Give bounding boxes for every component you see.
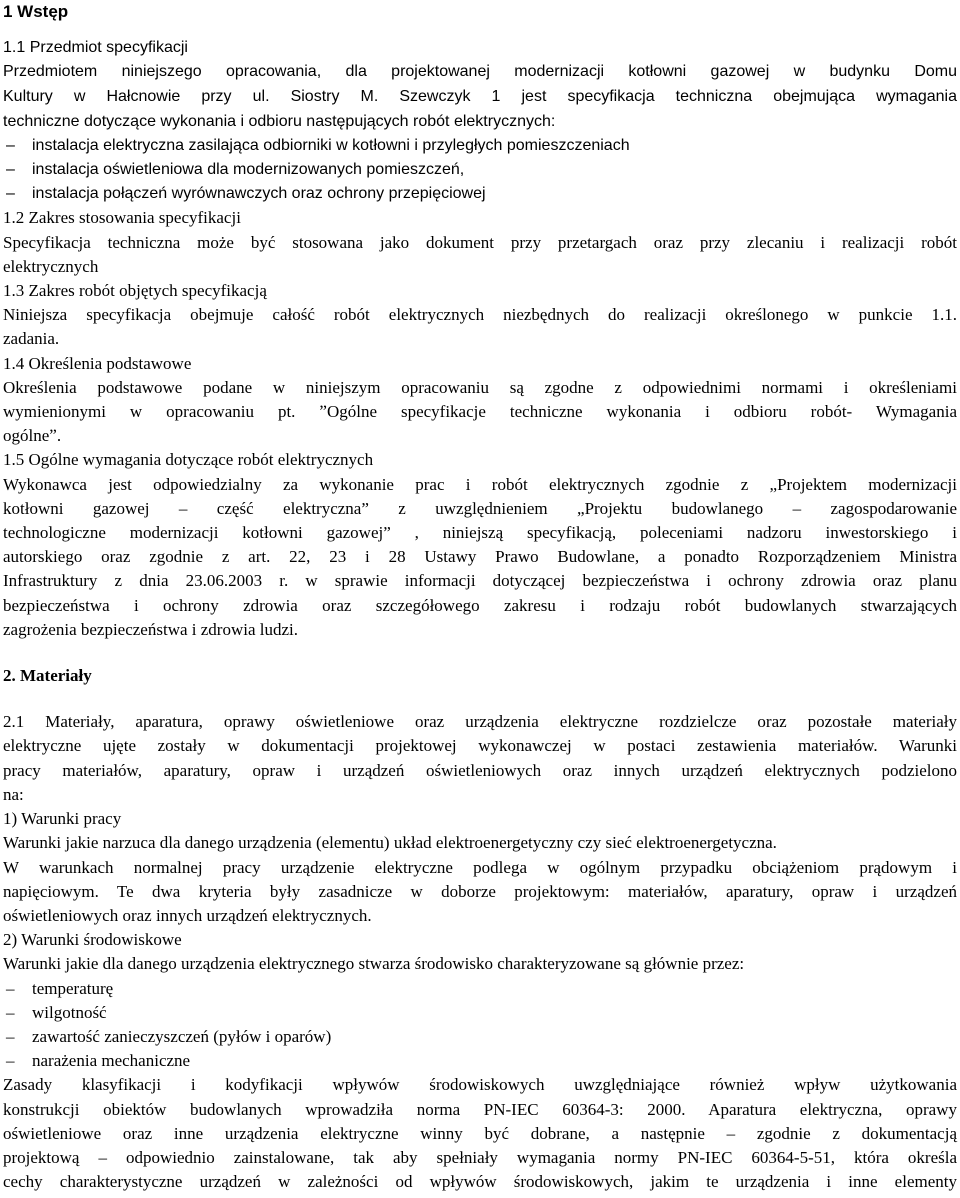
s1-2-line-2: elektrycznych: [3, 256, 99, 276]
s1-1-line-3: techniczne dotyczące wykonania i odbioru następujących robót elektrycznych:: [3, 112, 556, 130]
w1-last-line: oświetleniowych oraz innych urządzeń elektrycznych.: [3, 905, 372, 925]
s1-2-line-1: Specyfikacja techniczna może być stosowana jako dokument przy przetargach oraz przy zlecaniu i realizacji robót: [3, 232, 957, 252]
w2-line: projektową – odpowiednio zainstalowane, tak aby spełniały wymagania normy PN-IEC 60364-5-51, która określa: [3, 1147, 957, 1167]
dash-bullet: –: [6, 1026, 15, 1046]
s1-3-line-1: Niniejsza specyfikacja obejmuje całość robót elektrycznych niezbędnych do realizacji określonego w punkcie 1.1.: [3, 305, 957, 325]
subsection-1-3-title: 1.3 Zakres robót objętych specyfikacją: [3, 281, 267, 301]
w2-line-1: Warunki jakie dla danego urządzenia elektrycznego stwarza środowisko charakteryzowane są głównie przez:: [3, 954, 745, 974]
s1-1-line-2b: Szewczyk 1 jest specyfikacja techniczna obejmująca wymagania: [378, 88, 957, 106]
w1-line: napięciowym. Te dwa kryteria były zasadnicze w doborze projektowym: materiałów, aparatury, opraw i urządzeń: [3, 881, 957, 901]
list-item: – wilgotność: [3, 1001, 957, 1025]
s1-5-line: technologiczne modernizacji kotłowni gazowej” , niniejszą specyfikacją, poleceniami nadzoru inwestorskiego i: [3, 523, 957, 543]
w1-line-1: Warunki jakie narzuca dla danego urządzenia (elementu) układ elektroenergetyczny czy sieć elektroenergetyczna.: [3, 833, 777, 853]
spacer: [3, 642, 957, 664]
dash-bullet: –: [6, 161, 15, 179]
dash-bullet: –: [6, 1002, 15, 1022]
subsection-1-4-title: 1.4 Określenia podstawowe: [3, 353, 192, 373]
s1-5-line: Wykonawca jest odpowiedzialny za wykonanie prac i robót elektrycznych zgodnie z „Projektem modernizacji: [3, 474, 957, 494]
s1-5-line: kotłowni gazowej – część elektryczna” z uwzględnieniem „Projektu budowlanego – zagospodarowanie: [3, 498, 957, 518]
list-item: – instalacja połączeń wyrównawczych oraz ochrony przepięciowej: [3, 182, 957, 206]
w2-line: oświetleniowe oraz inne urządzenia elektryczne winny być dobrane, a następnie – zgodnie z dokumentacją: [3, 1123, 957, 1143]
subsection-1-2-title: 1.2 Zakres stosowania specyfikacji: [3, 208, 241, 228]
s1-5-line: autorskiego oraz zgodnie z art. 22, 23 i 28 Ustawy Prawo Budowlane, a ponadto Rozporządzeniem Ministra: [3, 547, 957, 567]
w2-line: Zasady klasyfikacji i kodyfikacji wpływów środowiskowych uwzględniające również wpływ użytkowania: [3, 1075, 957, 1095]
s2-1-line: pracy materiałów, aparatury, opraw i urządzeń oświetleniowych oraz innych urządzeń elektrycznych podzielono: [3, 760, 957, 780]
dash-bullet: –: [6, 978, 15, 998]
w2-line: konstrukcji obiektów budowlanych wprowadziła norma PN-IEC 60364-3: 2000. Aparatura elektryczna, oprawy: [3, 1099, 957, 1119]
section-heading-1: 1 Wstęp: [3, 2, 69, 21]
s2-1-line: 2.1 Materiały, aparatura, oprawy oświetleniowe oraz urządzenia elektryczne rozdzielcze oraz pozostałe materiały: [3, 712, 957, 732]
s1-3-line-2: zadania.: [3, 329, 60, 349]
subsection-1-5-title: 1.5 Ogólne wymagania dotyczące robót elektrycznych: [3, 450, 374, 470]
s1-4-line-2: wymienionymi w opracowaniu pt. ˮOgólne specyfikacje techniczne wykonania i odbioru robót- Wymagania: [3, 402, 957, 422]
list-item: – zawartość zanieczyszczeń (pyłów i oparów): [3, 1025, 957, 1049]
list-item: – temperaturę: [3, 977, 957, 1001]
w2-line: cechy charakterystyczne urządzeń w zależności od wpływów środowiskowych, jakim te urządzenia i inne elementy: [3, 1172, 957, 1192]
s1-1-list: [3, 134, 957, 207]
dash-bullet: –: [6, 1051, 15, 1071]
w1-line: W warunkach normalnej pracy urządzenie elektryczne podlega w ogólnym przypadku obciążeniom prądowym i: [3, 857, 957, 877]
subsection-1-1-title: 1.1 Przedmiot specyfikacji: [3, 39, 188, 56]
conditions-1-title: 1) Warunki pracy: [3, 809, 122, 829]
s2-1-line: elektryczne ujęte zostały w dokumentacji projektowej wykonawczej w postaci zestawienia materiałów. Warunki: [3, 736, 957, 756]
dash-bullet: –: [6, 136, 15, 154]
s2-1-last-line: na:: [3, 784, 24, 804]
section-heading-2: 2. Materiały: [3, 666, 92, 686]
conditions-2-title: 2) Warunki środowiskowe: [3, 930, 182, 950]
s1-5-line: bezpieczeństwa i ochrony zdrowia oraz szczegółowego zakresu i rodzaju robót budowlanych stwarzających: [3, 595, 957, 615]
s1-1-line-2a: Kultury w Hałcnowie przy ul. Siostry M.: [3, 88, 379, 106]
s1-4-line-1: Określenia podstawowe podane w niniejszym opracowaniu są zgodne z odpowiednimi normami i określeniami: [3, 377, 957, 397]
s1-1-line-1: Przedmiotem niniejszego opracowania, dla projektowanej modernizacji kotłowni gazowej w budynku Domu: [3, 63, 957, 81]
s1-5-line: Infrastruktury z dnia 23.06.2003 r. w sprawie informacji dotyczącej bezpieczeństwa i ochrony zdrowia oraz planu: [3, 571, 957, 591]
list-item: – narażenia mechaniczne: [3, 1049, 957, 1073]
s1-5-last-line: zagrożenia bezpieczeństwa i zdrowia ludzi.: [3, 619, 298, 639]
s1-4-line-3: ogólneˮ.: [3, 426, 62, 446]
s1-1-line-2: [3, 84, 957, 109]
w2-list: [3, 977, 957, 1074]
spacer: [3, 688, 957, 710]
list-item: – instalacja oświetleniowa dla modernizowanych pomieszczeń,: [3, 158, 957, 182]
dash-bullet: –: [6, 185, 15, 203]
list-item: – instalacja elektryczna zasilająca odbiorniki w kotłowni i przyległych pomieszczeniach: [3, 134, 957, 158]
